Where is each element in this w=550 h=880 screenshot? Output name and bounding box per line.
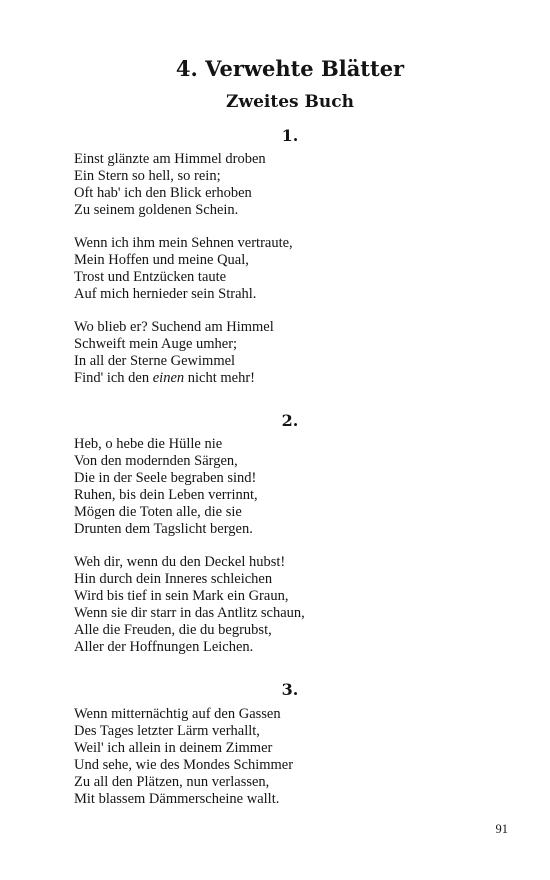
poem-number: 3.: [281, 680, 299, 699]
verse-line: Drunten dem Tagslicht bergen.: [74, 521, 253, 537]
verse-line: Heb, o hebe die Hülle nie: [74, 436, 223, 452]
verse-text: nicht mehr!: [184, 370, 256, 386]
verse-line: Alle die Freuden, die du begrubst,: [74, 622, 272, 638]
emphasized-word: einen: [152, 370, 185, 386]
book-title: Zweites Buch: [226, 92, 354, 112]
verse-line: Hin durch dein Inneres schleichen: [74, 571, 273, 587]
verse-line: In all der Sterne Gewimmel: [74, 353, 236, 369]
stanza: [74, 235, 514, 303]
stanza: [74, 706, 514, 808]
verse-text: Find' ich den: [74, 370, 153, 386]
verse-line: Zu seinem goldenen Schein.: [74, 202, 239, 218]
verse-line: Wenn sie dir starr in das Antlitz schaun,: [74, 605, 305, 621]
verse-line: Wenn mitternächtig auf den Gassen: [74, 706, 281, 722]
verse-line: Weil' ich allein in deinem Zimmer: [74, 740, 273, 756]
verse-line: Des Tages letzter Lärm verhallt,: [74, 723, 260, 739]
verse-line: Trost und Entzücken taute: [74, 269, 227, 285]
verse-line: Einst glänzte am Himmel droben: [74, 151, 266, 167]
stanza: [74, 554, 514, 656]
verse-line: Schweift mein Auge umher;: [74, 336, 238, 352]
poem-number: 1.: [281, 126, 299, 145]
verse-line: Wenn ich ihm mein Sehnen vertraute,: [74, 235, 293, 251]
verse-line: Zu all den Plätzen, nun verlassen,: [74, 774, 270, 790]
verse-line: Auf mich hernieder sein Strahl.: [74, 286, 257, 302]
stanza: [74, 151, 514, 219]
verse-line: Wird bis tief in sein Mark ein Graun,: [74, 588, 289, 604]
verse-line: Von den modernden Särgen,: [74, 453, 238, 469]
verse-line: Ruhen, bis dein Leben verrinnt,: [74, 487, 258, 503]
verse-line: Die in der Seele begraben sind!: [74, 470, 257, 486]
stanza: [74, 319, 514, 387]
verse-line: Aller der Hoffnungen Leichen.: [74, 639, 254, 655]
verse-line: Oft hab' ich den Blick erhoben: [74, 185, 252, 201]
verse-line: Wo blieb er? Suchend am Himmel: [74, 319, 274, 335]
verse-line-with-emphasis: [74, 370, 514, 387]
poem-number: 2.: [281, 411, 299, 430]
verse-line: Weh dir, wenn du den Deckel hubst!: [74, 554, 286, 570]
verse-line: Mein Hoffen und meine Qual,: [74, 252, 249, 268]
page-number: 91: [495, 822, 508, 836]
stanza: [74, 436, 514, 538]
verse-line: Und sehe, wie des Mondes Schimmer: [74, 757, 294, 773]
chapter-title: 4. Verwehte Blätter: [175, 56, 405, 81]
verse-line: Ein Stern so hell, so rein;: [74, 168, 221, 184]
verse-line: Mit blassem Dämmerscheine wallt.: [74, 791, 280, 807]
verse-line: Mögen die Toten alle, die sie: [74, 504, 242, 520]
